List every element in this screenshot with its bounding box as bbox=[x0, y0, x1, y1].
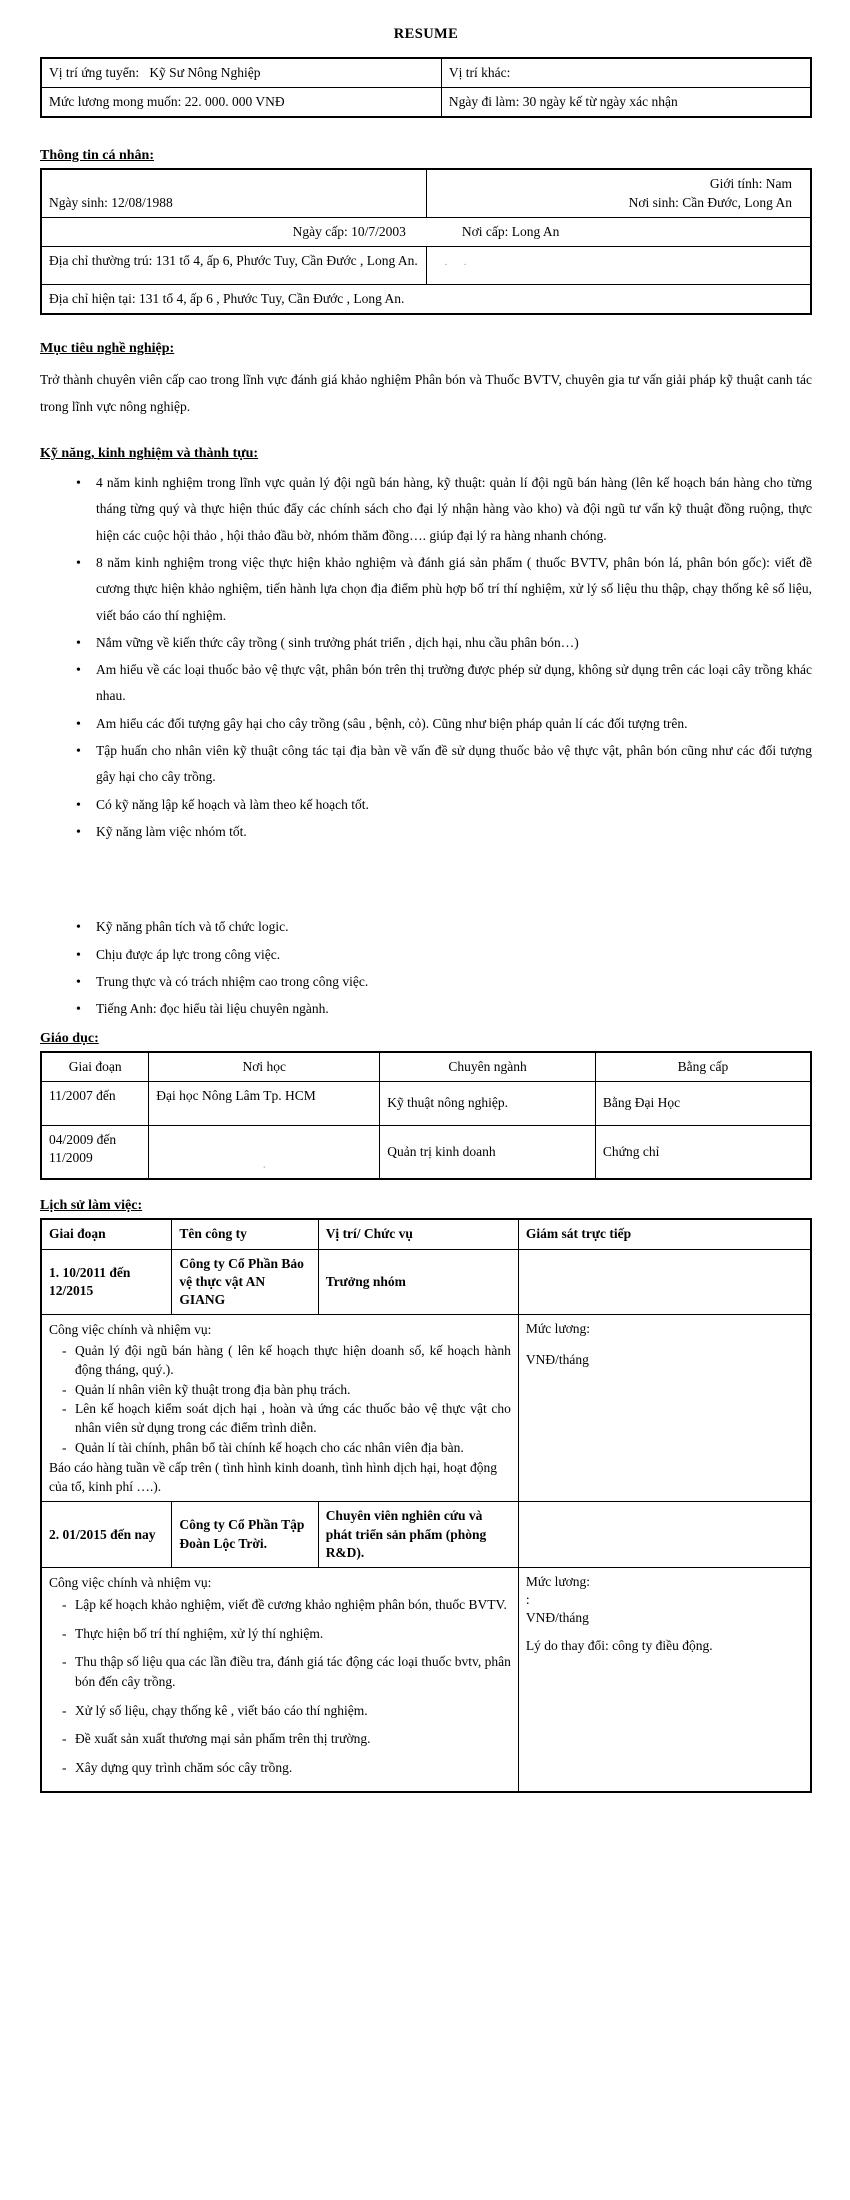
position-applied-value: Kỹ Sư Nông Nghiệp bbox=[149, 65, 261, 80]
job1-supervisor-cell bbox=[518, 1249, 811, 1315]
faint-marks: . . bbox=[433, 256, 467, 269]
list-item: - Đề xuất sản xuất thương mại sản phẩm trên thị trường. bbox=[75, 1729, 511, 1749]
education-period-cell: 04/2009 đến 11/2009 bbox=[41, 1125, 149, 1179]
table-row bbox=[41, 1568, 811, 1793]
list-item: - Thu thập số liệu qua các lần điều tra, đánh giá tác động các loại thuốc bvtv, phân bón đến cây trồng. bbox=[75, 1652, 511, 1691]
job1-position-cell: Trưởng nhóm bbox=[318, 1249, 518, 1315]
list-item: - Quản lí tài chính, phân bổ tài chính kế hoạch cho các nhân viên địa bàn. bbox=[75, 1439, 511, 1458]
table-row bbox=[41, 1502, 811, 1568]
work-history-table bbox=[40, 1218, 812, 1793]
job1-duties-cell bbox=[41, 1315, 518, 1502]
list-item: • 8 năm kinh nghiệm trong việc thực hiện khảo nghiệm và đánh giá sản phẩm ( thuốc BVTV, phân bón lá, phân bón gốc): viết đề cương thực hiện khảo nghiệm, tiến hành lựa chọn địa điểm phù hợp bố trí thí nghiệm, xử lý số liệu thu thập, chạy thống kê số liệu, viết báo cáo thí nghiệm. bbox=[94, 550, 812, 629]
issue-date-value: Ngày cấp: 10/7/2003 bbox=[292, 223, 406, 239]
job2-position-cell: Chuyên viên nghiên cứu và phát triển sản phẩm (phòng R&D). bbox=[318, 1502, 518, 1568]
list-item: • Nắm vững về kiến thức cây trồng ( sinh trưởng phát triển , dịch hại, nhu cầu phân bón…) bbox=[94, 630, 812, 656]
skills-list-group2 bbox=[40, 914, 812, 1022]
table-row bbox=[41, 169, 811, 217]
job2-salary-cell bbox=[518, 1568, 811, 1793]
job2-salary-label: Mức lương: bbox=[525, 1574, 591, 1590]
work-col-supervisor: Giám sát trực tiếp bbox=[518, 1219, 811, 1249]
objective-heading: Mục tiêu nghề nghiệp: bbox=[40, 341, 175, 357]
job2-duties-heading: Công việc chính và nhiệm vụ: bbox=[49, 1575, 212, 1591]
education-degree-cell: Chứng chỉ bbox=[595, 1125, 811, 1179]
job2-salary-value: VNĐ/tháng bbox=[525, 1610, 589, 1626]
work-history-heading: Lịch sử làm việc: bbox=[40, 1198, 143, 1214]
list-item: • 4 năm kinh nghiệm trong lĩnh vực quản lý đội ngũ bán hàng, kỹ thuật: quản lí đội ngũ bán hàng (lên kế hoạch bán hàng cho từng tháng từng quý và thực hiện thúc đẩy các chính sách cho đại lý nhận hàng vào kho) và đội ngũ tư vấn kỹ thuật đồng ruộng, thực hiện các cuộc hội thảo , hội thảo đầu bờ, nhóm thăm đồng…. giúp đại lý ra hàng nhanh chóng. bbox=[94, 470, 812, 549]
page-title: RESUME bbox=[393, 26, 459, 42]
education-col-major: Chuyên ngành bbox=[380, 1052, 596, 1082]
education-col-degree: Bằng cấp bbox=[595, 1052, 811, 1082]
table-row bbox=[41, 1125, 811, 1179]
table-row bbox=[41, 88, 811, 118]
table-header-row bbox=[41, 1052, 811, 1082]
job1-company-cell: Công ty Cổ Phần Bảo vệ thực vật AN GIANG bbox=[172, 1249, 318, 1315]
list-item: • Trung thực và có trách nhiệm cao trong công việc. bbox=[94, 969, 812, 995]
job1-duties-footer: Báo cáo hàng tuần về cấp trên ( tình hình kinh doanh, tình hình dịch hại, hoạt động của tổ, kinh phí ….). bbox=[49, 1460, 498, 1494]
education-major-cell: Quản trị kinh doanh bbox=[380, 1125, 596, 1179]
list-item: - Xây dựng quy trình chăm sóc cây trồng. bbox=[75, 1758, 511, 1778]
job2-duties-list bbox=[49, 1595, 511, 1777]
list-item: • Chịu được áp lực trong công việc. bbox=[94, 942, 812, 968]
education-school-cell bbox=[149, 1125, 380, 1179]
job1-duties-list bbox=[49, 1342, 511, 1457]
table-row bbox=[41, 58, 811, 88]
job1-duties-heading: Công việc chính và nhiệm vụ: bbox=[49, 1322, 212, 1338]
table-row bbox=[41, 247, 811, 285]
skills-list-group1 bbox=[40, 470, 812, 845]
application-header-table bbox=[40, 57, 812, 118]
work-col-company: Tên công ty bbox=[172, 1219, 318, 1249]
start-date-cell: Ngày đi làm: 30 ngày kế từ ngày xác nhận bbox=[441, 88, 811, 118]
job2-supervisor-cell bbox=[518, 1502, 811, 1568]
issue-place-value: Nơi cấp: Long An bbox=[461, 223, 560, 239]
list-item: • Tiếng Anh: đọc hiểu tài liệu chuyên ngành. bbox=[94, 996, 812, 1022]
list-item: - Thực hiện bố trí thí nghiệm, xử lý thí nghiệm. bbox=[75, 1624, 511, 1644]
education-col-period: Giai đoạn bbox=[41, 1052, 149, 1082]
id-issue-cell bbox=[41, 217, 811, 246]
list-item: - Lên kế hoạch kiểm soát dịch hại , hoàn và ứng các thuốc bảo vệ thực vật cho nhân viên sử dụng trong các điểm trình diễn. bbox=[75, 1400, 511, 1437]
other-position-cell bbox=[441, 58, 811, 88]
table-row bbox=[41, 285, 811, 315]
table-row bbox=[41, 1081, 811, 1125]
education-col-school: Nơi học bbox=[149, 1052, 380, 1082]
work-col-position: Vị trí/ Chức vụ bbox=[318, 1219, 518, 1249]
education-degree-cell: Bằng Đại Học bbox=[595, 1081, 811, 1125]
skills-heading: Kỹ năng, kinh nghiệm và thành tựu: bbox=[40, 445, 259, 461]
job1-salary-value: VNĐ/tháng bbox=[525, 1352, 589, 1368]
birth-place-value: Nơi sinh: Cần Đước, Long An bbox=[628, 194, 792, 210]
job1-salary-label: Mức lương: bbox=[525, 1321, 591, 1337]
other-position-label: Vị trí khác: bbox=[448, 65, 511, 80]
gender-birthplace-cell bbox=[426, 169, 811, 217]
position-applied-label: Vị trí ứng tuyển: bbox=[49, 65, 140, 80]
list-item: • Kỹ năng phân tích và tổ chức logic. bbox=[94, 914, 812, 940]
table-header-row bbox=[41, 1219, 811, 1249]
education-heading: Giáo dục: bbox=[40, 1030, 99, 1046]
list-item: - Quản lí nhân viên kỹ thuật trong địa bàn phụ trách. bbox=[75, 1381, 511, 1400]
personal-info-heading: Thông tin cá nhân: bbox=[40, 148, 154, 164]
job2-duties-cell bbox=[41, 1568, 518, 1793]
education-school-cell: Đại học Nông Lâm Tp. HCM bbox=[149, 1081, 380, 1125]
list-item: - Xử lý số liệu, chạy thống kê , viết báo cáo thí nghiệm. bbox=[75, 1701, 511, 1721]
education-major-cell: Kỹ thuật nông nghiệp. bbox=[380, 1081, 596, 1125]
job2-salary-colon: : bbox=[525, 1592, 530, 1608]
job1-period-cell: 1. 10/2011 đến 12/2015 bbox=[41, 1249, 172, 1315]
personal-info-table bbox=[40, 168, 812, 315]
list-item: • Có kỹ năng lập kế hoạch và làm theo kế hoạch tốt. bbox=[94, 792, 812, 818]
objective-text: Trở thành chuyên viên cấp cao trong lĩnh vực đánh giá khảo nghiệm Phân bón và Thuốc BVTV, chuyên gia tư vấn giải pháp kỹ thuật canh tác trong lĩnh vực nông nghiệp. bbox=[40, 372, 812, 414]
list-item: • Kỹ năng làm việc nhóm tốt. bbox=[94, 819, 812, 845]
table-row bbox=[41, 217, 811, 246]
table-row bbox=[41, 1315, 811, 1502]
permanent-address-cell: Địa chỉ thường trú: 131 tổ 4, ấp 6, Phước Tuy, Cần Đước , Long An. bbox=[41, 247, 426, 285]
education-period-cell bbox=[41, 1081, 149, 1125]
education-table bbox=[40, 1051, 812, 1181]
position-applied-cell bbox=[41, 58, 441, 88]
current-address-cell: Địa chỉ hiện tại: 131 tổ 4, ấp 6 , Phước Tuy, Cần Đước , Long An. bbox=[41, 285, 811, 315]
list-item: • Am hiểu về các loại thuốc bảo vệ thực vật, phân bón trên thị trường được phép sử dụng, không sử dụng trên các loại cây trồng khác nhau. bbox=[94, 657, 812, 710]
permanent-address-extra-cell bbox=[426, 247, 811, 285]
job2-period-cell: 2. 01/2015 đến nay bbox=[41, 1502, 172, 1568]
work-col-period: Giai đoạn bbox=[41, 1219, 172, 1249]
list-item: • Am hiểu các đối tượng gây hại cho cây trồng (sâu , bệnh, cỏ). Cũng như biện pháp quản lí các đối tượng trên. bbox=[94, 711, 812, 737]
job2-change-reason: Lý do thay đổi: công ty điều động. bbox=[525, 1637, 713, 1653]
table-row bbox=[41, 1249, 811, 1315]
list-item: • Tập huấn cho nhân viên kỹ thuật công tác tại địa bàn về vấn đề sử dụng thuốc bảo vệ thực vật, phân bón cũng như các đối tượng gây hại cho cây trồng. bbox=[94, 738, 812, 791]
skills-spacer bbox=[40, 846, 812, 906]
list-item: - Quản lý đội ngũ bán hàng ( lên kế hoạch thực hiện doanh số, kế hoạch hành động tháng, quý.). bbox=[75, 1342, 511, 1379]
list-item: - Lập kế hoạch khảo nghiệm, viết đề cương khảo nghiệm phân bón, thuốc BVTV. bbox=[75, 1595, 511, 1615]
job2-company-cell: Công ty Cổ Phần Tập Đoàn Lộc Trời. bbox=[172, 1502, 318, 1568]
job1-salary-cell bbox=[518, 1315, 811, 1502]
education-period-visible: 11/2007 đến bbox=[49, 1087, 116, 1103]
education-school-placeholder: . bbox=[262, 1156, 266, 1172]
birth-date-cell: Ngày sinh: 12/08/1988 bbox=[41, 169, 426, 217]
expected-salary-cell: Mức lương mong muốn: 22. 000. 000 VNĐ bbox=[41, 88, 441, 118]
gender-value: Giới tính: Nam bbox=[709, 176, 792, 192]
